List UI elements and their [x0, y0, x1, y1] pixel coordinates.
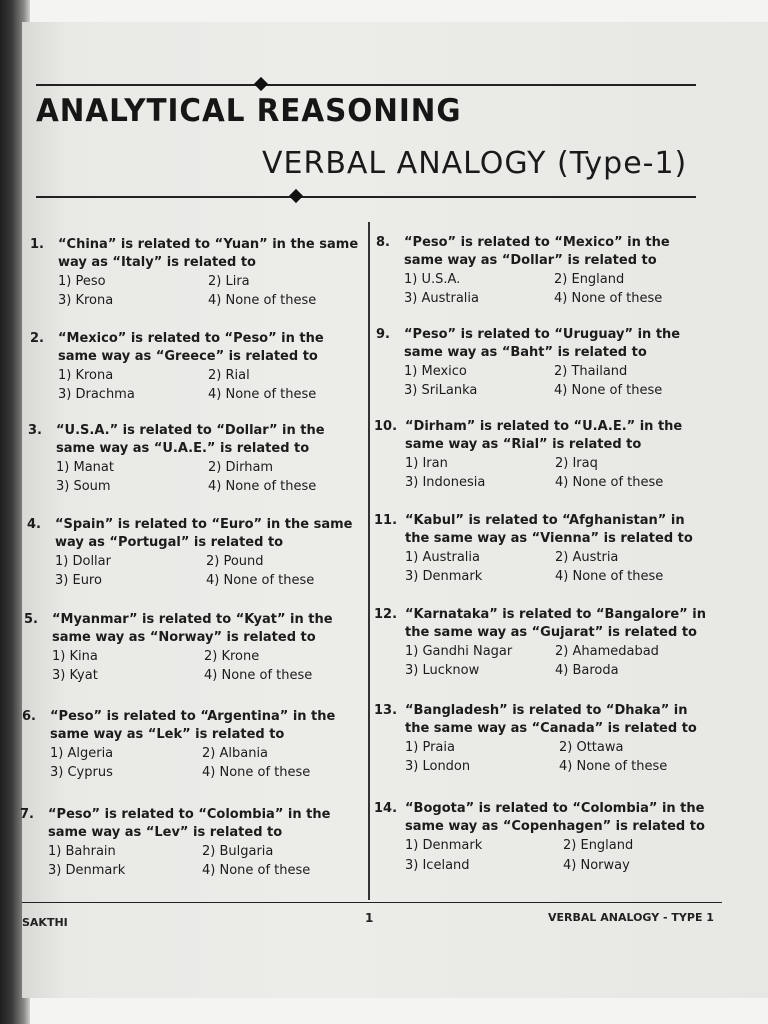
- header-top-rule: [36, 84, 696, 86]
- option-2: 2) Iraq: [555, 456, 598, 471]
- option-3: 3) Iceland: [405, 858, 470, 873]
- question-stem: “Spain” is related to “Euro” in the same way as “Portugal” is related to: [55, 517, 353, 550]
- option-3: 3) Kyat: [52, 668, 98, 683]
- option-3: 3) London: [405, 759, 471, 774]
- question-number: 2.: [30, 331, 44, 346]
- option-3: 3) SriLanka: [404, 383, 478, 398]
- option-1: 1) Krona: [58, 368, 114, 383]
- option-3: 3) Denmark: [48, 863, 126, 878]
- option-3: 3) Cyprus: [50, 765, 113, 780]
- option-2: 2) England: [554, 272, 625, 287]
- option-4: 4) Norway: [563, 858, 630, 873]
- question-stem: “Myanmar” is related to “Kyat” in the same way as “Norway” is related to: [52, 612, 333, 645]
- question-number: 7.: [20, 807, 34, 822]
- question-12: [374, 606, 710, 681]
- question-stem: “Peso” is related to “Mexico” in the same way as “Dollar” is related to: [404, 235, 670, 268]
- option-1: 1) Kina: [52, 649, 98, 664]
- option-4: 4) None of these: [202, 765, 311, 780]
- footer-rule: [22, 902, 722, 903]
- page-title: ANALYTICAL REASONING: [36, 93, 462, 129]
- option-2: 2) Pound: [206, 554, 264, 569]
- question-number: 13.: [374, 703, 398, 718]
- question-2: [30, 330, 363, 405]
- question-number: 4.: [27, 517, 41, 532]
- question-13: [374, 702, 710, 777]
- option-2: 2) Rial: [208, 368, 250, 383]
- option-1: 1) Denmark: [405, 838, 483, 853]
- option-2: 2) Austria: [555, 550, 619, 565]
- option-4: 4) Baroda: [555, 663, 619, 678]
- option-3: 3) Indonesia: [405, 475, 486, 490]
- page-number: 1: [365, 911, 374, 925]
- option-1: 1) Algeria: [50, 746, 114, 761]
- question-number: 3.: [28, 423, 42, 438]
- question-number: 9.: [376, 327, 390, 342]
- question-stem: “China” is related to “Yuan” in the same way as “Italy” is related to: [58, 237, 359, 270]
- question-number: 5.: [24, 612, 38, 627]
- question-number: 11.: [374, 513, 398, 528]
- option-1: 1) Bahrain: [48, 844, 116, 859]
- option-3: 3) Drachma: [58, 387, 135, 402]
- footer-section-title: VERBAL ANALOGY - TYPE 1: [548, 911, 714, 924]
- question-4: [27, 516, 363, 591]
- option-4: 4) None of these: [554, 291, 663, 306]
- option-2: 2) Thailand: [554, 364, 628, 379]
- option-4: 4) None of these: [202, 863, 311, 878]
- option-3: 3) Lucknow: [405, 663, 480, 678]
- question-stem: “Mexico” is related to “Peso” in the same way as “Greece” is related to: [58, 331, 324, 364]
- question-stem: “Peso” is related to “Colombia” in the same way as “Lev” is related to: [48, 807, 331, 840]
- question-7: [20, 806, 363, 881]
- option-3: 3) Denmark: [405, 569, 483, 584]
- option-4: 4) None of these: [204, 668, 313, 683]
- question-stem: “Bogota” is related to “Colombia” in the same way as “Copenhagen” is related to: [405, 801, 705, 834]
- option-4: 4) None of these: [555, 569, 664, 584]
- option-4: 4) None of these: [208, 387, 317, 402]
- option-2: 2) Krone: [204, 649, 260, 664]
- question-stem: “Peso” is related to “Argentina” in the same way as “Lek” is related to: [50, 709, 336, 742]
- column-divider: [368, 222, 370, 900]
- option-1: 1) Iran: [405, 456, 448, 471]
- option-3: 3) Australia: [404, 291, 479, 306]
- option-4: 4) None of these: [555, 475, 664, 490]
- question-11: [374, 512, 710, 587]
- option-4: 4) None of these: [208, 479, 317, 494]
- question-number: 1.: [30, 237, 44, 252]
- option-4: 4) None of these: [208, 293, 317, 308]
- question-stem: “Bangladesh” is related to “Dhaka” in the same way as “Canada” is related to: [405, 703, 697, 736]
- option-1: 1) Praia: [405, 740, 455, 755]
- question-8: [376, 234, 709, 309]
- option-4: 4) None of these: [559, 759, 668, 774]
- footer-brand: SAKTHI: [22, 916, 68, 929]
- option-2: 2) Albania: [202, 746, 269, 761]
- option-2: 2) Bulgaria: [202, 844, 274, 859]
- option-1: 1) Dollar: [55, 554, 111, 569]
- option-1: 1) Manat: [56, 460, 114, 475]
- question-stem: “U.S.A.” is related to “Dollar” in the same way as “U.A.E.” is related to: [56, 423, 325, 456]
- question-6: [22, 708, 363, 783]
- option-3: 3) Krona: [58, 293, 114, 308]
- question-number: 8.: [376, 235, 390, 250]
- question-5: [24, 611, 363, 686]
- option-3: 3) Euro: [55, 573, 102, 588]
- page-subtitle: VERBAL ANALOGY (Type-1): [262, 146, 688, 181]
- option-2: 2) Ahamedabad: [555, 644, 659, 659]
- question-number: 14.: [374, 801, 398, 816]
- option-4: 4) None of these: [554, 383, 663, 398]
- option-4: 4) None of these: [206, 573, 315, 588]
- question-stem: “Kabul” is related to “Afghanistan” in the same way as “Vienna” is related to: [405, 513, 693, 546]
- option-2: 2) England: [563, 838, 634, 853]
- question-14: [374, 800, 710, 875]
- question-1: [30, 236, 363, 311]
- option-1: 1) Mexico: [404, 364, 467, 379]
- option-1: 1) Peso: [58, 274, 106, 289]
- question-number: 12.: [374, 607, 398, 622]
- question-3: [28, 422, 363, 497]
- header-bottom-rule: [36, 196, 696, 198]
- question-10: [374, 418, 710, 493]
- question-9: [376, 326, 709, 401]
- option-1: 1) U.S.A.: [404, 272, 461, 287]
- option-1: 1) Gandhi Nagar: [405, 644, 513, 659]
- option-1: 1) Australia: [405, 550, 480, 565]
- question-stem: “Karnataka” is related to “Bangalore” in the same way as “Gujarat” is related to: [405, 607, 706, 640]
- option-2: 2) Dirham: [208, 460, 274, 475]
- option-2: 2) Ottawa: [559, 740, 624, 755]
- option-3: 3) Soum: [56, 479, 111, 494]
- question-stem: “Peso” is related to “Uruguay” in the same way as “Baht” is related to: [404, 327, 681, 360]
- question-stem: “Dirham” is related to “U.A.E.” in the same way as “Rial” is related to: [405, 419, 683, 452]
- question-number: 10.: [374, 419, 398, 434]
- question-number: 6.: [22, 709, 36, 724]
- option-2: 2) Lira: [208, 274, 250, 289]
